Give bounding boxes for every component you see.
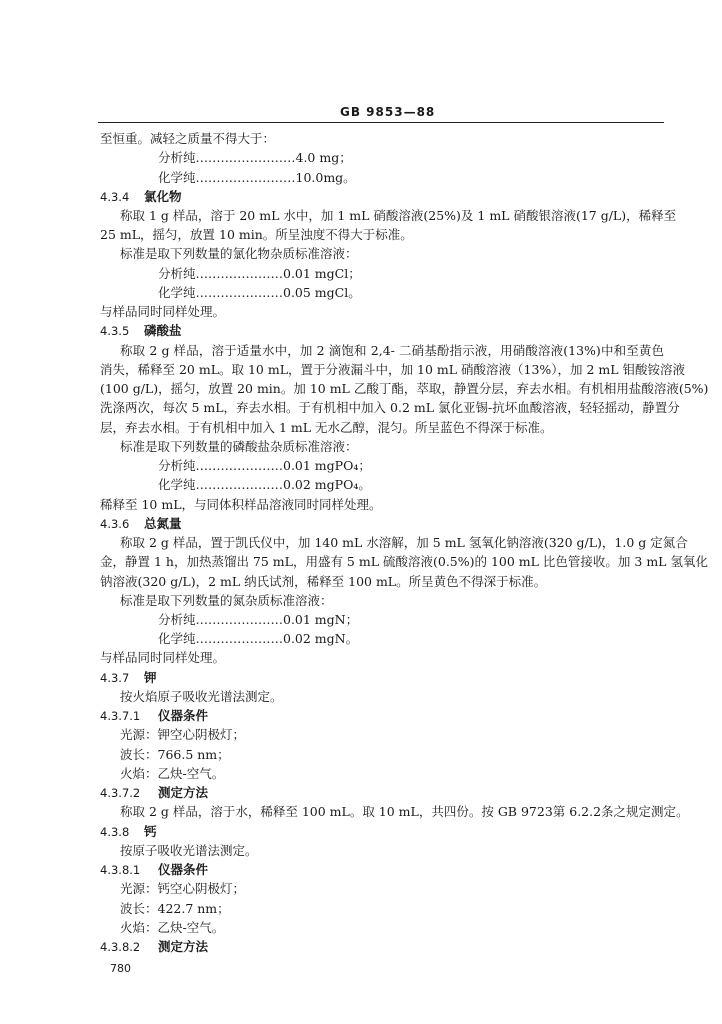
text-line: 与样品同时同样处理。 <box>100 304 226 320</box>
text-line: 光源：钙空心阴极灯； <box>120 881 246 897</box>
section-heading <box>100 322 182 340</box>
text-line <box>100 399 680 417</box>
text-line: 标准是取下列数量的磷酸盐杂质标准溶液： <box>120 438 358 454</box>
justified-text: 称取 1 g 样品，溶于 20 mL 水中，加 1 mL 硝酸溶液(25%)及 1 mL 硝酸银溶液(17 g/L)，稀释至 <box>120 208 677 223</box>
header-rule <box>98 122 664 123</box>
justified-text: 称取 2 g 样品，溶于适量水中，加 2 滴饱和 2,4- 二硝基酚指示液，用硝酸溶液(13%)中和至黄色 <box>120 342 664 358</box>
section-title: 仪器条件 <box>158 708 209 724</box>
text-line: 与样品同时同样处理。 <box>100 650 226 666</box>
section-number: 4.3.6 <box>100 516 130 531</box>
text-line: 标准是取下列数量的氯化物杂质标准溶液： <box>120 246 358 262</box>
page-number: 780 <box>110 962 131 975</box>
text-line: 分析纯…………………0.01 mgPO₄； <box>158 458 371 473</box>
text-line: 称取 2 g 样品，溶于水，稀释至 100 mL。取 10 mL，共四份。按 GB 9723第 6.2.2条之规定测定。 <box>120 804 689 820</box>
section-title: 氯化物 <box>144 188 182 204</box>
text-line: 光源：钾空心阴极灯； <box>120 727 246 743</box>
text-line: 火焰：乙炔-空气。 <box>120 765 225 781</box>
section-heading <box>100 188 182 206</box>
section-heading <box>100 515 182 533</box>
section-title: 测定方法 <box>158 939 209 954</box>
text-line: 分析纯…………………0.01 mgCl； <box>158 265 361 281</box>
text-line: 化学纯…………………0.02 mgN。 <box>158 631 359 647</box>
justified-text: 洗涤两次，每次 5 mL，弃去水相。于有机相中加入 0.2 mL 氯化亚锡-抗坏血酸溶液，轻轻摇动，静置分 <box>100 400 680 416</box>
text-line: 层，弃去水相。于有机相中加入 1 mL 无水乙醇，混匀。所呈蓝色不得深于标准。 <box>100 419 553 435</box>
text-line <box>120 342 664 360</box>
text-line: 至恒重。减轻之质量不得大于： <box>100 131 276 146</box>
text-line <box>120 207 677 225</box>
section-title: 钙 <box>144 823 157 839</box>
text-line: 稀释至 10 mL，与同体积样品溶液同时同样处理。 <box>100 496 382 512</box>
section-number: 4.3.8.1 <box>100 863 141 877</box>
section-number: 4.3.4 <box>100 189 130 204</box>
subsection-heading <box>100 784 208 802</box>
section-number: 4.3.7 <box>100 670 130 685</box>
text-line <box>120 534 688 552</box>
text-line: 按原子吸收光谱法测定。 <box>120 842 258 858</box>
section-title: 钾 <box>144 669 157 685</box>
text-line <box>100 553 708 571</box>
justified-text: 金，静置 1 h，加热蒸馏出 75 mL，用盛有 5 mL 硫酸溶液(0.5%)的 100 mL 比色管接收。加 3 mL 氢氧化 <box>100 554 708 570</box>
justified-text: 消失，稀释至 20 mL。取 10 mL，置于分液漏斗中，加 10 mL 硝酸溶液（13%），加 2 mL 钼酸铵溶液 <box>100 361 686 377</box>
section-number: 4.3.5 <box>100 324 130 339</box>
text-line: 分析纯…………………0.01 mgN； <box>158 612 359 627</box>
text-line: 火焰：乙炔-空气。 <box>120 919 225 935</box>
section-number: 4.3.8.2 <box>100 940 141 954</box>
section-heading <box>100 669 157 687</box>
text-line: 分析纯……………………4.0 mg； <box>158 150 352 166</box>
text-line: 25 mL，摇匀，放置 10 min。所呈浊度不得大于标准。 <box>100 227 413 243</box>
text-line: 波长：422.7 nm； <box>120 900 230 916</box>
section-number: 4.3.7.1 <box>100 709 141 724</box>
text-line: 化学纯…………………0.05 mgCl。 <box>158 284 361 300</box>
document-header: GB 9853—88 <box>340 105 436 119</box>
text-line: 化学纯…………………0.02 mgPO₄。 <box>158 477 371 493</box>
section-title: 总氮量 <box>144 515 182 531</box>
section-number: 4.3.7.2 <box>100 786 141 801</box>
text-line: 钠溶液(320 g/L)，2 mL 纳氏试剂，稀释至 100 mL。所呈黄色不得深于标准。 <box>100 573 547 589</box>
section-title: 仪器条件 <box>158 862 209 877</box>
section-title: 磷酸盐 <box>144 323 182 339</box>
text-line: 标准是取下列数量的氮杂质标准溶液： <box>120 592 333 608</box>
text-line <box>100 380 709 398</box>
text-line: 化学纯……………………10.0mg。 <box>158 169 356 185</box>
section-title: 测定方法 <box>158 785 209 801</box>
text-line <box>100 361 686 379</box>
text-line: 波长：766.5 nm； <box>120 746 230 762</box>
justified-text: 称取 2 g 样品，置于凯氏仪中，加 140 mL 水溶解，加 5 mL 氢氧化钠溶液(320 g/L)，1.0 g 定氮合 <box>120 535 688 550</box>
subsection-heading <box>100 861 208 879</box>
section-number: 4.3.8 <box>100 824 130 839</box>
subsection-heading <box>100 938 208 956</box>
subsection-heading <box>100 707 208 725</box>
text-line: 按火焰原子吸收光谱法测定。 <box>120 688 283 704</box>
justified-text: (100 g/L)，摇匀，放置 20 min。加 10 mL 乙酸丁酯，萃取，静置分层，弃去水相。有机相用盐酸溶液(5%) <box>100 381 709 397</box>
section-heading <box>100 823 157 841</box>
